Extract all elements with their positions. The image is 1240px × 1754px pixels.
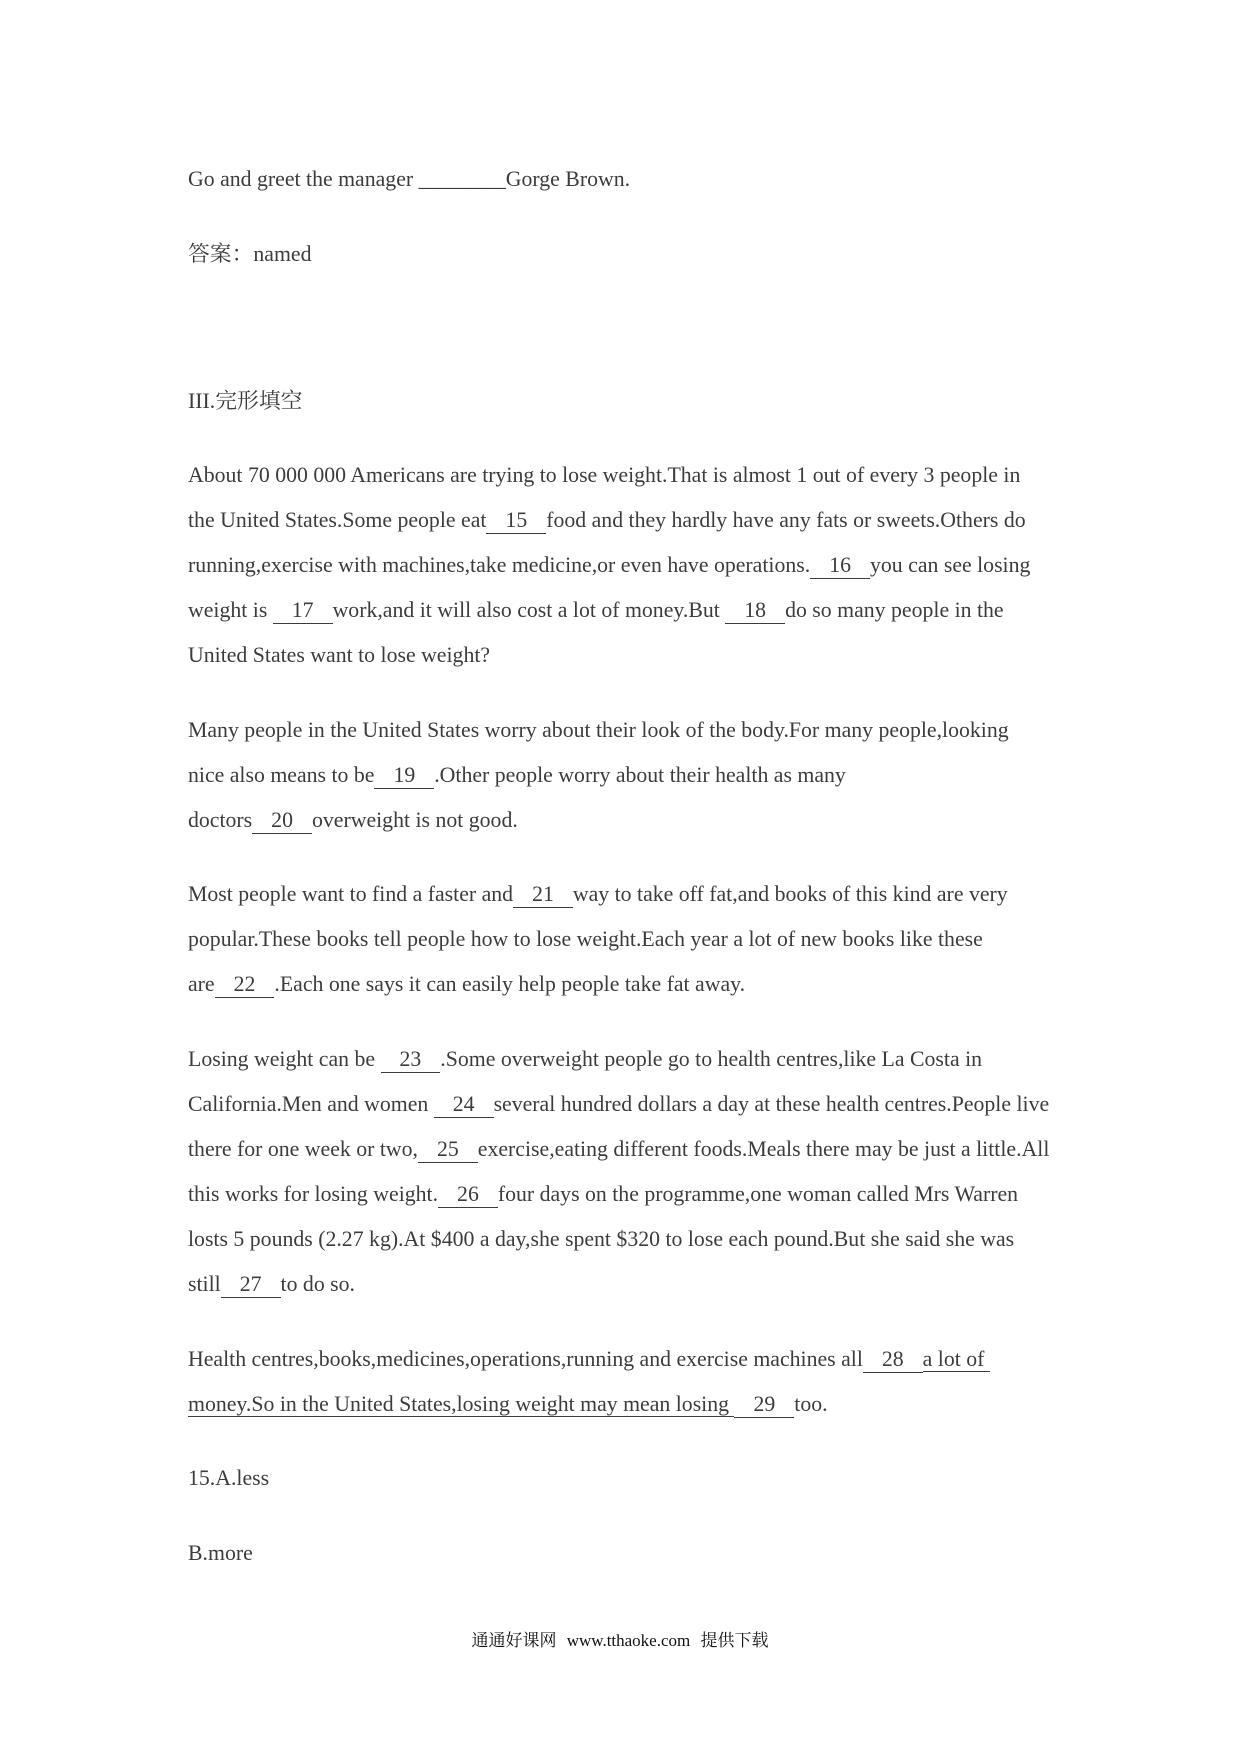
cloze-passage xyxy=(188,453,1198,1426)
text-segment: too. xyxy=(794,1391,828,1416)
text-segment: losts 5 pounds (2.27 kg).At $400 a day,she spent $320 to lose each pound.But she said she was xyxy=(188,1226,1015,1251)
blank-20: 20 xyxy=(252,809,312,834)
option-b: B.more xyxy=(188,1540,253,1565)
section-heading: III.完形填空 xyxy=(188,388,303,413)
passage-line xyxy=(188,588,1198,633)
underlined-text: a lot of xyxy=(922,1346,990,1371)
passage-line xyxy=(188,917,1198,962)
passage-line xyxy=(188,798,1198,843)
text-segment: are xyxy=(188,972,215,997)
text-segment: nice also means to be xyxy=(188,762,375,787)
text-segment: About 70 000 000 Americans are trying to lose weight.That is almost 1 out of every 3 people in xyxy=(188,463,1021,488)
text-segment: work,and it will also cost a lot of money.But xyxy=(332,598,726,623)
text-segment: California.Men and women xyxy=(188,1091,434,1116)
text-segment: running,exercise with machines,take medicine,or even have operations. xyxy=(188,553,811,578)
text-segment: this works for losing weight. xyxy=(188,1181,439,1206)
blank-18: 18 xyxy=(725,599,785,624)
passage-line xyxy=(188,753,1198,798)
text-segment: .Some overweight people go to health centres,like La Costa in xyxy=(440,1046,983,1071)
blank-21: 21 xyxy=(513,883,573,908)
text-segment: popular.These books tell people how to lose weight.Each year a lot of new books like these xyxy=(188,927,983,952)
text-segment: you can see losing xyxy=(870,553,1031,578)
blank-25: 25 xyxy=(418,1138,478,1163)
text-segment: to do so. xyxy=(280,1271,355,1296)
passage-line xyxy=(188,453,1198,498)
passage-line xyxy=(188,498,1198,543)
passage-line xyxy=(188,543,1198,588)
blank-16: 16 xyxy=(810,554,870,579)
text-segment: several hundred dollars a day at these health centres.People live xyxy=(493,1091,1050,1116)
passage-line xyxy=(188,1217,1198,1262)
passage-paragraph-3 xyxy=(188,872,1198,1007)
text-segment: weight is xyxy=(188,598,273,623)
blank-26: 26 xyxy=(438,1183,498,1208)
passage-paragraph-4 xyxy=(188,1037,1198,1307)
text-segment: there for one week or two, xyxy=(188,1136,418,1161)
question-text: Go and greet the manager ________Gorge Brown. xyxy=(188,167,631,191)
passage-paragraph-2 xyxy=(188,708,1198,843)
text-segment: doctors xyxy=(188,807,253,832)
text-segment: way to take off fat,and books of this kind are very xyxy=(572,882,1008,907)
text-segment: food and they hardly have any fats or sweets.Others do xyxy=(546,508,1026,533)
passage-paragraph-5 xyxy=(188,1337,1198,1427)
passage-line xyxy=(188,872,1198,917)
underlined-text: money.So in the United States,losing weight may mean losing xyxy=(188,1391,735,1416)
blank-23: 23 xyxy=(381,1048,441,1073)
passage-line xyxy=(188,1037,1198,1082)
blank-19: 19 xyxy=(374,764,434,789)
blank-29: 29 xyxy=(734,1393,794,1418)
text-segment: do so many people in the xyxy=(785,598,1004,623)
blank-24: 24 xyxy=(434,1093,494,1118)
blank-28: 28 xyxy=(863,1348,923,1373)
passage-line xyxy=(188,1262,1198,1307)
text-segment: Many people in the United States worry about their look of the body.For many people,looking xyxy=(188,717,1009,742)
passage-paragraph-1 xyxy=(188,453,1198,678)
passage-line xyxy=(188,708,1198,753)
text-segment: exercise,eating different foods.Meals there may be just a little.All xyxy=(477,1136,1050,1161)
text-segment: still xyxy=(188,1271,221,1296)
passage-line xyxy=(188,1082,1198,1127)
text-segment: .Each one says it can easily help people take fat away. xyxy=(274,972,746,997)
footer-credit: 通通好课网 www.tthaoke.com 提供下载 xyxy=(471,1631,769,1650)
passage-line xyxy=(188,1337,1198,1382)
text-segment: Health centres,books,medicines,operations,running and exercise machines all xyxy=(188,1346,863,1371)
blank-22: 22 xyxy=(215,973,275,998)
answer-text: 答案：named xyxy=(188,241,312,266)
blank-17: 17 xyxy=(273,599,333,624)
document-page xyxy=(188,157,1198,1605)
text-segment: .Other people worry about their health as many xyxy=(434,762,846,787)
option-15-a: 15.A.less xyxy=(188,1466,270,1491)
blank-27: 27 xyxy=(221,1273,281,1298)
text-segment: Losing weight can be xyxy=(188,1046,381,1071)
text-segment: four days on the programme,one woman called Mrs Warren xyxy=(497,1181,1019,1206)
blank-15: 15 xyxy=(486,509,546,534)
passage-line xyxy=(188,962,1198,1007)
passage-line xyxy=(188,1382,1198,1427)
passage-line xyxy=(188,633,1198,678)
text-segment: Most people want to find a faster and xyxy=(188,882,514,907)
passage-line xyxy=(188,1172,1198,1217)
text-segment: the United States.Some people eat xyxy=(188,508,487,533)
passage-line xyxy=(188,1127,1198,1172)
text-segment: overweight is not good. xyxy=(311,807,518,832)
text-segment: United States want to lose weight? xyxy=(188,643,491,668)
